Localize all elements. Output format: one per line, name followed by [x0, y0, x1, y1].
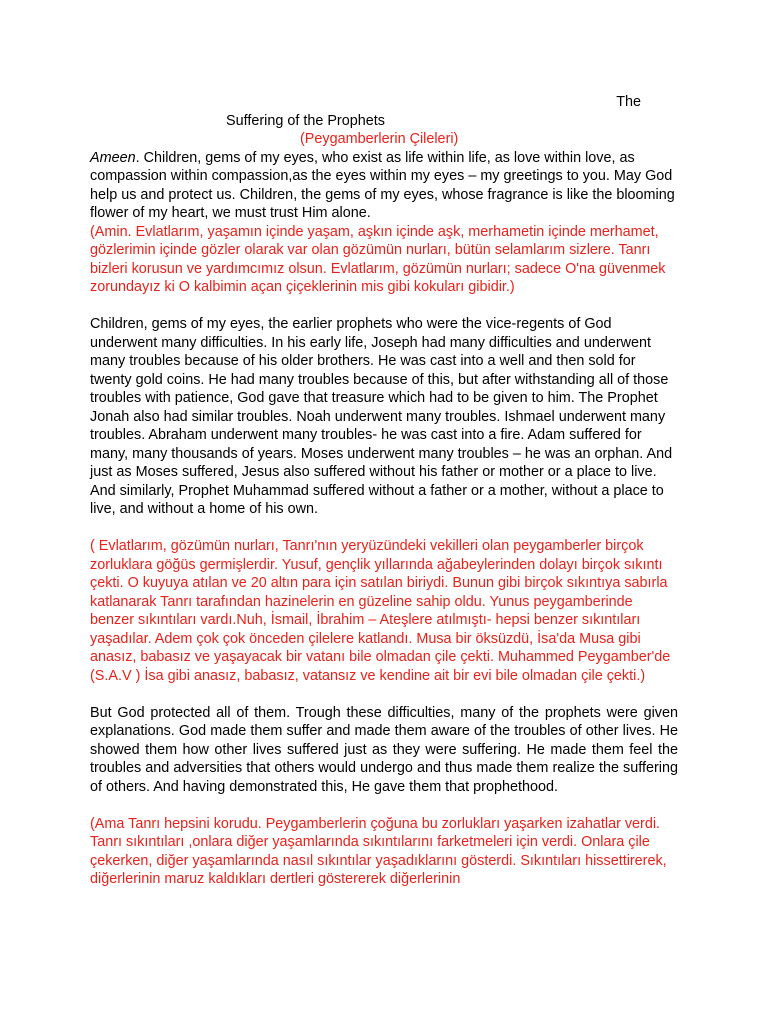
paragraph-1-turkish: (Amin. Evlatlarım, yaşamın içinde yaşam, aşkın içinde aşk, merhametin içinde merhamet, gözlerimin içinde gözler olarak var olan gözümün nurları, bütün selamlarım sizlere. Tanrı bizleri korusun ve yardımcımız olsun. Evlatlarım, gözümün nurları; sadece O'na güvenmek zorundayız ki O kalbimin açan çiçeklerinin mis gibi kokuları gibidir.) [90, 223, 666, 295]
spacer [90, 519, 678, 538]
paragraph-1 [90, 149, 678, 223]
paragraph-2: Children, gems of my eyes, the earlier prophets who were the vice-regents of God underwent many difficulties. In his early life, Joseph had many difficulties and underwent many troubles because of his older brothers. He was cast into a well and then sold for twenty gold coins. He had many troubles because of this, but after withstanding all of those troubles with patience, God gave that treasure which had to be given to him. The Prophet Jonah also had similar troubles. Noah underwent many troubles. Ishmael underwent many troubles. Abraham underwent many troubles- he was cast into a fire. Adam suffered for many, many thousands of years. Moses underwent many troubles – he was an orphan. And just as Moses suffered, Jesus also suffered without his father or mother or a place to live. And similarly, Prophet Muhammad suffered without a father or a mother, without a place to live, and without a home of his own. [90, 316, 673, 517]
spacer [90, 685, 678, 704]
paragraph-1-text: . Children, gems of my eyes, who exist as life within life, as love within love, as compassion within compassion,as the eyes within my eyes – my greetings to you. May God help us and protect us. Children, the gems of my eyes, whose fragrance is like the blooming flower of my heart, we must trust Him alone. [90, 149, 675, 221]
paragraph-1-italic: Ameen [90, 149, 136, 166]
spacer [90, 796, 678, 815]
paragraph-3-turkish: (Ama Tanrı hepsini korudu. Peygamberlerin çoğuna bu zorlukları yaşarken izahatlar verdi. Tanrı sıkıntıları ,onlara diğer yaşamlarında sıkıntılarını farketmeleri için verdi. Onlara çile çekerken, diğer yaşamlarında nasıl sıkıntılar yaşadıklarını gösterdi. Sıkıntıları hissettirerek, diğerlerinin maruz kaldıkları dertleri göstererek diğerlerinin [90, 815, 667, 887]
page-title-turkish: (Peygamberlerin Çileleri) [300, 131, 459, 147]
title-the: The [616, 94, 641, 110]
paragraph-2-turkish: ( Evlatlarım, gözümün nurları, Tanrı'nın yeryüzündeki vekilleri olan peygamberler birçok zorluklara göğüs germişlerdir. Yusuf, gençlik yıllarında ağabeylerinden dolayı birçok sıkıntı çekti. O kuyuya atılan ve 20 altın para için satılan biriydi. Bunun gibi birçok sıkıntıya sabırla katlanarak Tanrı tarafından hazinelerin en güzeline sahip oldu. Yunus peygamberinde benzer sıkıntıları vardı.Nuh, İsmail, İbrahim – Ateşlere atılmıştı- hepsi benzer sıkıntıları yaşadılar. Adem çok çok önceden çilelere katlandı. Musa bir öksüzdü, İsa'da Musa gibi anasız, babasız ve yaşayacak bir vatanı bile olmadan çile çekti. Muhammed Peygamber'de (S.A.V ) İsa gibi anasız, babasız, vatansız ve kendine ait bir evi bile olmadan çile çekti.) [90, 538, 671, 684]
document-page [90, 93, 678, 889]
paragraph-3: But God protected all of them. Trough these difficulties, many of the prophets were given explanations. God made them suffer and made them aware of the troubles of other lives. He showed them how other lives suffered just as they were suffering. He made them feel the troubles and adversities that others would undergo and thus made them realize the suffering of others. And having demonstrated this, He gave them that prophethood. [90, 704, 678, 795]
page-title: Suffering of the Prophets [226, 112, 385, 129]
spacer [90, 297, 678, 316]
